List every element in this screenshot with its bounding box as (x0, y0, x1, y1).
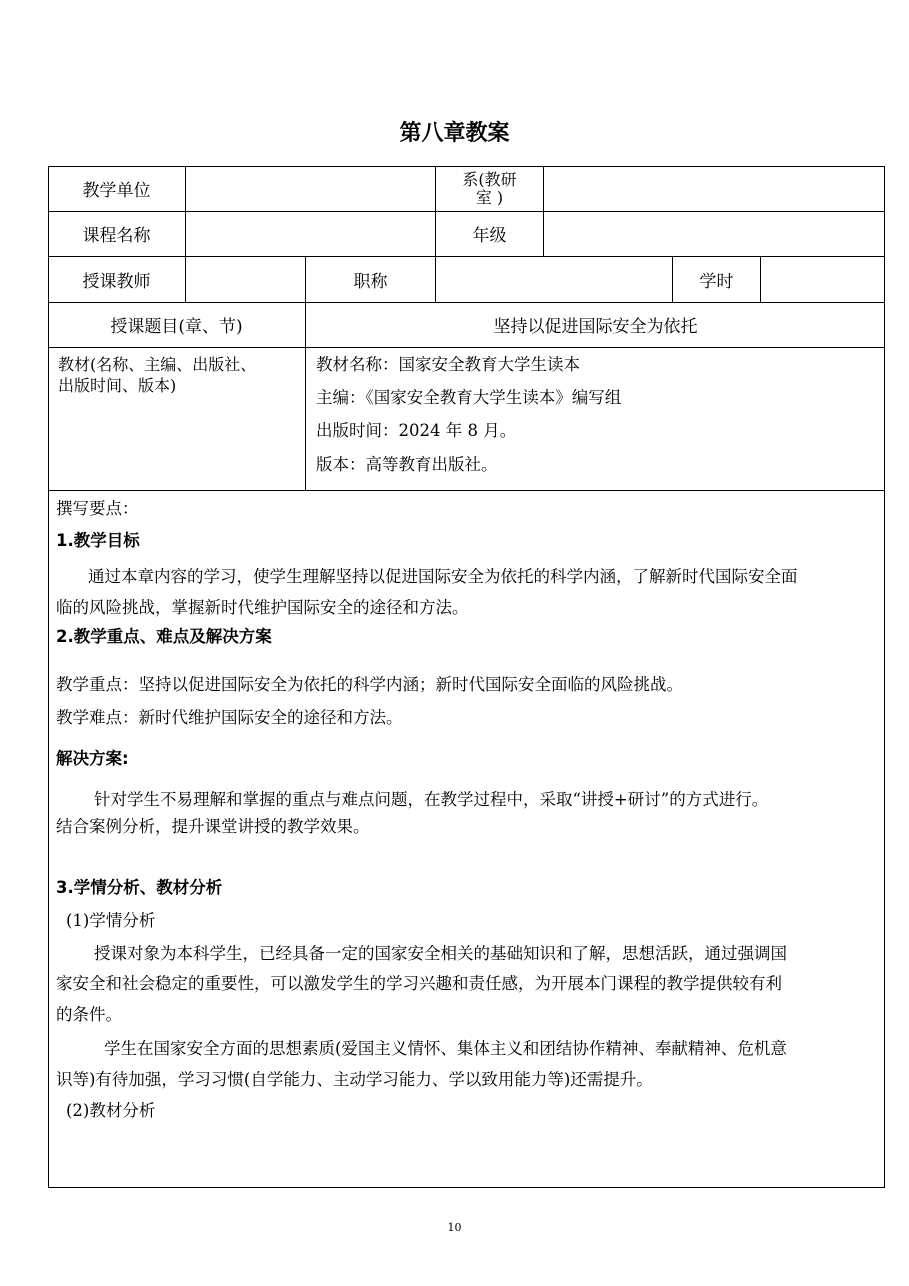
rank-value (436, 256, 672, 302)
textbook-edition: 版本：高等教育出版社。 (316, 455, 498, 474)
student-analysis-line-1: 授课对象为本科学生，已经具备一定的国家安全相关的基础知识和了解，思想活跃，通过强调国 (94, 944, 787, 963)
writing-points-intro: 撰写要点： (56, 499, 139, 518)
rank-label: 职称 (353, 271, 388, 292)
section-3-heading: 3.学情分析、教材分析 (56, 878, 223, 897)
textbook-label-line-2: 出版时间、版本) (58, 376, 177, 395)
solution-line-2: 结合案例分析，提升课堂讲授的教学效果。 (56, 817, 370, 836)
hours-label: 学时 (699, 271, 734, 292)
student-analysis-line-5: 识等)有待加强，学习习惯(自学能力、主动学习能力、学以致用能力等)还需提升。 (56, 1070, 653, 1089)
textbook-date: 出版时间：2024 年 8 月。 (316, 421, 517, 440)
textbook-label-line-1: 教材(名称、主编、出版社、 (58, 355, 257, 374)
course-label: 课程名称 (82, 226, 151, 246)
student-analysis-line-3: 的条件。 (56, 1005, 122, 1024)
textbook-name: 教材名称：国家安全教育大学生读本 (316, 355, 580, 374)
solution-heading: 解决方案: (56, 749, 129, 768)
course-value (186, 211, 435, 256)
solution-line-1: 针对学生不易理解和掌握的重点与难点问题，在教学过程中，采取“讲授+研讨”的方式进行。 (94, 790, 769, 809)
dept-label (436, 166, 543, 211)
student-analysis-subheading: (1)学情分析 (66, 911, 156, 930)
section-1-paragraph-line-2: 临的风险挑战，掌握新时代维护国际安全的途径和方法。 (56, 598, 469, 617)
grade-value (544, 211, 885, 256)
row-divider (48, 347, 885, 348)
grade-label: 年级 (472, 226, 507, 246)
textbook-editor: 主编：《国家安全教育大学生读本》编写组 (316, 388, 622, 407)
teacher-label: 授课教师 (82, 271, 151, 292)
page-title: 第八章教案 (399, 121, 510, 146)
hours-value (761, 256, 885, 302)
page-number: 10 (447, 1221, 462, 1234)
dept-label-line-1: 系(教研 (462, 169, 517, 189)
dept-value (544, 166, 885, 211)
dept-label-line-2: 室 ) (475, 187, 504, 207)
key-points: 教学重点：坚持以促进国际安全为依托的科学内涵；新时代国际安全面临的风险挑战。 (56, 675, 683, 694)
row-divider (48, 490, 885, 491)
topic-value: 坚持以促进国际安全为依托 (493, 317, 698, 337)
difficult-points: 教学难点：新时代维护国际安全的途径和方法。 (56, 708, 403, 727)
textbook-analysis-subheading: (2)教材分析 (66, 1101, 156, 1120)
unit-label: 教学单位 (82, 181, 151, 201)
section-1-heading: 1.教学目标 (56, 531, 140, 550)
section-2-heading: 2.教学重点、难点及解决方案 (56, 627, 272, 646)
teacher-value (186, 256, 305, 302)
student-analysis-line-4: 学生在国家安全方面的思想素质(爱国主义情怀、集体主义和团结协作精神、奉献精神、危机意 (104, 1039, 787, 1058)
section-1-paragraph-line-1: 通过本章内容的学习，使学生理解坚持以促进国际安全为依托的科学内涵，了解新时代国际安全面 (88, 567, 798, 586)
unit-value (186, 166, 435, 211)
student-analysis-line-2: 家安全和社会稳定的重要性，可以激发学生的学习兴趣和责任感，为开展本门课程的教学提供较有利 (56, 974, 782, 993)
topic-label: 授课题目(章、节) (110, 317, 243, 337)
